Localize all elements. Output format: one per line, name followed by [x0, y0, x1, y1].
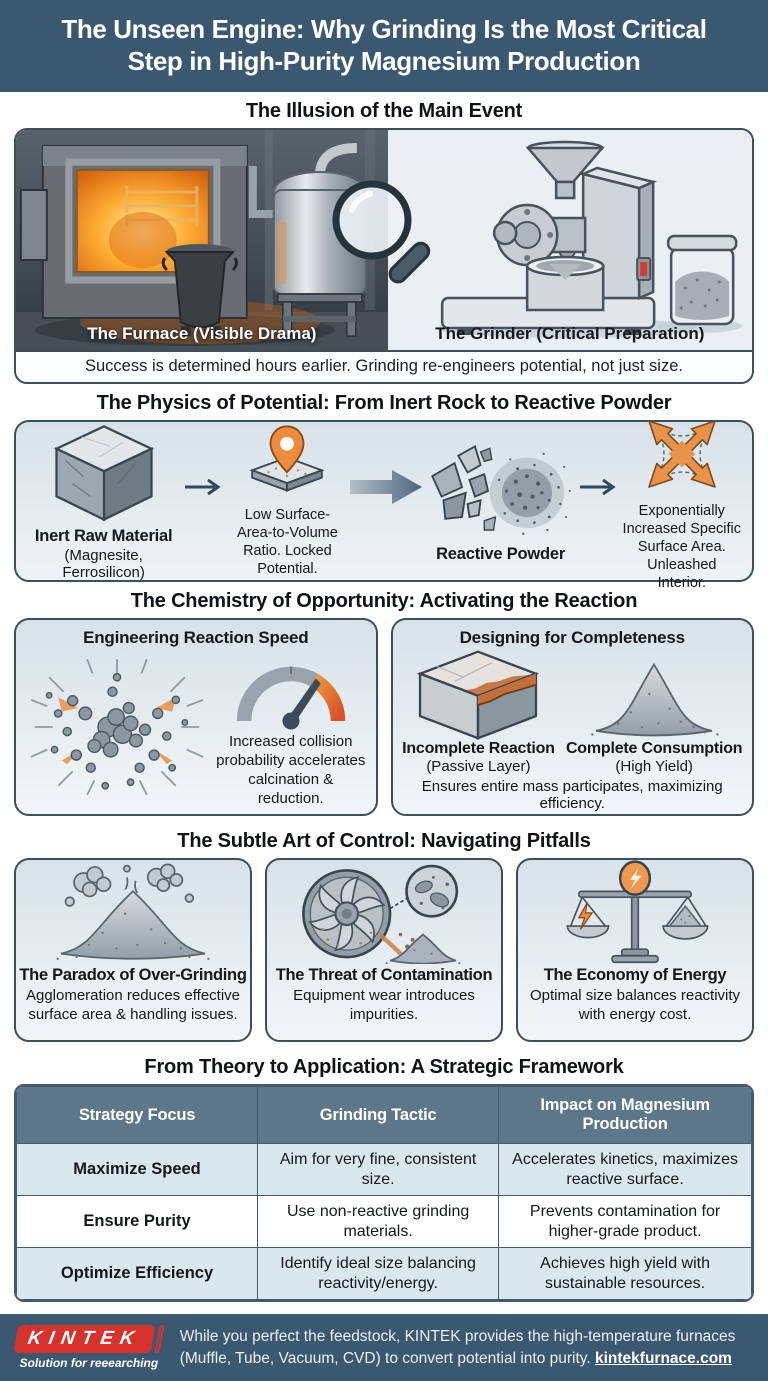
physics-step-surface-area: [622, 410, 742, 593]
reaction-speed-title: Engineering Reaction Speed: [83, 628, 309, 647]
cell-tactic: Use non-reactive grinding materials.: [258, 1196, 499, 1248]
incomplete-reaction-title: Incomplete Reaction: [402, 740, 555, 757]
cell-impact: Accelerates kinetics, maximizes reactive surface.: [499, 1144, 752, 1196]
physics-step-low-ratio: [227, 424, 347, 579]
footer-message-text: While you perfect the feedstock, KINTEK provides the high-temperature furnaces (Muffle, Tube, Vacuum, CVD) to convert potential into purity.: [179, 1328, 736, 1367]
illusion-banner: Success is determined hours earlier. Grinding re-engineers potential, not just size.: [16, 350, 752, 382]
cell-impact: Achieves high yield with sustainable resources.: [499, 1248, 752, 1300]
cell-strategy: Ensure Purity: [17, 1196, 258, 1248]
cell-tactic: Aim for very fine, consistent size.: [258, 1144, 499, 1196]
kintek-logo: [16, 1325, 162, 1370]
energy-economy-text: Optimal size balances reactivity with energy cost.: [529, 987, 741, 1023]
over-grinding-text: Agglomeration reduces effective surface area & handling issues.: [25, 987, 240, 1023]
cell-impact: Prevents contamination for higher-grade product.: [499, 1196, 752, 1248]
shattering-rock-icon: [426, 439, 576, 543]
energy-balance-icon: [555, 860, 715, 964]
pin-on-slab-icon: [243, 424, 331, 502]
pitfalls-cards: [14, 858, 754, 1042]
big-arrow-icon: [350, 467, 424, 507]
comparison-images: [16, 130, 752, 350]
footer: [0, 1314, 768, 1381]
contamination-title: The Threat of Contamination: [275, 966, 493, 984]
incomplete-reaction-sub: (Passive Layer): [426, 758, 531, 775]
furnace-caption: The Furnace (Visible Drama): [87, 324, 317, 343]
col-impact: Impact on Magnesium Production: [499, 1087, 752, 1144]
energy-economy-title: The Economy of Energy: [543, 966, 727, 984]
physics-heading: The Physics of Potential: From Inert Rock to Reactive Powder: [96, 392, 672, 414]
physics-step-reactive-powder: [426, 439, 576, 564]
col-grinding-tactic: Grinding Tactic: [258, 1087, 499, 1144]
kintek-logo-slash-icon: [154, 1325, 164, 1353]
chemistry-cards: [14, 618, 754, 816]
kintek-logo-box: [14, 1325, 156, 1353]
infographic-header: [0, 0, 768, 92]
reaction-speed-card: [14, 618, 378, 816]
reaction-speed-caption: Increased collision probability accelerates calcination & reduction.: [216, 733, 366, 807]
cell-strategy: Optimize Efficiency: [17, 1248, 258, 1300]
raw-material-title: Inert Raw Material: [34, 527, 173, 545]
equipment-wear-icon: [291, 860, 477, 964]
over-grinding-title: The Paradox of Over-Grinding: [19, 966, 247, 984]
illusion-heading: The Illusion of the Main Event: [245, 100, 523, 122]
table-row: [17, 1248, 752, 1300]
complete-consumption-title: Complete Consumption: [565, 740, 743, 757]
physics-card: [14, 420, 754, 592]
contamination-card: [265, 858, 503, 1042]
completeness-title: Designing for Completeness: [459, 628, 685, 647]
particle-collision-icon: [22, 648, 212, 806]
expanding-arrows-icon: [636, 410, 728, 498]
kintek-logo-text: KINTEK: [26, 1328, 143, 1349]
complete-consumption-item: [566, 648, 742, 775]
cube-icon: [45, 421, 163, 525]
table-row: [17, 1144, 752, 1196]
physics-step-raw-material: [26, 421, 181, 581]
surface-area-text: Exponentially Increased Specific Surface Area. Unleashed Interior.: [622, 502, 742, 592]
reactive-powder-title: Reactive Powder: [436, 544, 566, 563]
col-strategy-focus: Strategy Focus: [17, 1087, 258, 1144]
page-title: The Unseen Engine: Why Grinding Is the Most Critical Step in High-Purity Magnesium Production: [61, 14, 707, 76]
arrow-right-icon: [578, 478, 620, 496]
pitfalls-heading: The Subtle Art of Control: Navigating Pitfalls: [177, 830, 591, 852]
passive-layer-cube-icon: [408, 648, 548, 740]
powder-pile-icon: [584, 648, 724, 740]
cell-strategy: Maximize Speed: [17, 1144, 258, 1196]
framework-heading: From Theory to Application: A Strategic Framework: [144, 1056, 624, 1078]
raw-material-sub: (Magnesite, Ferrosilicon): [62, 547, 145, 581]
magnifier-icon: [324, 176, 434, 292]
over-grinding-card: [14, 858, 252, 1042]
framework-table: [14, 1084, 754, 1302]
completeness-card: [391, 618, 755, 816]
contamination-text: Equipment wear introduces impurities.: [293, 987, 475, 1023]
incomplete-reaction-item: [402, 648, 555, 775]
low-ratio-text: Low Surface-Area-to-Volume Ratio. Locked Potential.: [237, 506, 338, 578]
grinder-illustration: [388, 130, 752, 350]
chemistry-heading: The Chemistry of Opportunity: Activating the Reaction: [130, 590, 638, 612]
agglomeration-pile-icon: [48, 860, 218, 964]
completeness-footnote: Ensures entire mass participates, maximizing efficiency.: [421, 778, 723, 812]
table-row: [17, 1196, 752, 1248]
speed-gauge-icon: [227, 648, 355, 730]
footer-link[interactable]: kintekfurnace.com: [595, 1349, 732, 1367]
arrow-right-icon: [183, 478, 225, 496]
grinder-image: [388, 130, 752, 350]
grinder-caption: The Grinder (Critical Preparation): [435, 324, 705, 343]
illusion-card: [14, 128, 754, 384]
cell-tactic: Identify ideal size balancing reactivity/energy.: [258, 1248, 499, 1300]
complete-consumption-sub: (High Yield): [615, 758, 693, 775]
kintek-logo-tagline: Solution for reeearching: [19, 1356, 159, 1370]
footer-message: [180, 1326, 752, 1369]
table-header-row: [17, 1087, 752, 1144]
energy-economy-card: [516, 858, 754, 1042]
